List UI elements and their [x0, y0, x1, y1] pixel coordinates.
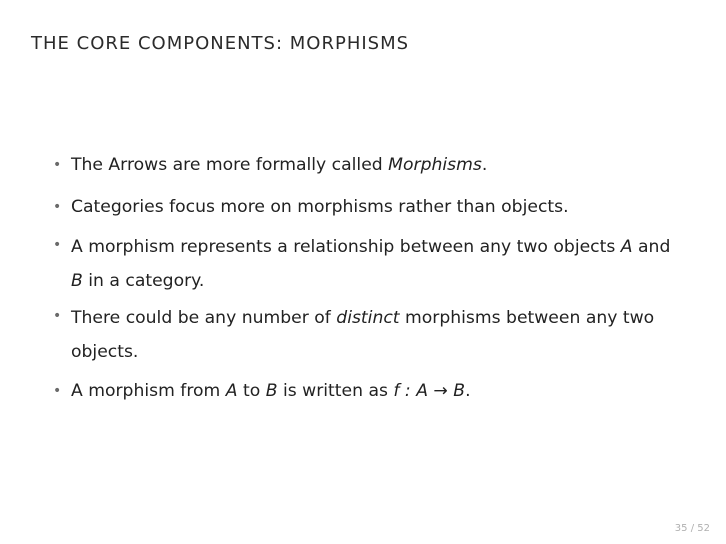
bullet-item [53, 148, 713, 182]
bullet-marker: • [53, 157, 62, 173]
bullet-text: The Arrows are more formally called [71, 155, 389, 175]
bullet-text: . [465, 381, 471, 401]
bullet-text: objects. [71, 342, 139, 362]
bullet-list [53, 148, 713, 416]
bullet-text: to [237, 381, 266, 401]
math-variable: B [71, 271, 83, 291]
bullet-text: A morphism from [71, 381, 226, 401]
bullet-line [71, 305, 713, 331]
math-variable: A [225, 381, 238, 401]
bullet-line [71, 234, 713, 260]
bullet-text: . [481, 155, 488, 175]
page-current: 35 [674, 523, 688, 534]
slide-title: THE CORE COMPONENTS: MORPHISMS [31, 33, 410, 54]
page-total: 52 [697, 523, 710, 534]
bullet-line [71, 339, 713, 365]
bullet-marker: • [53, 237, 62, 253]
bullet-marker: • [53, 199, 62, 215]
bullet-text: is written as [277, 381, 394, 401]
bullet-item [53, 303, 713, 366]
math-variable: B [265, 381, 278, 401]
bullet-text: and [632, 237, 671, 257]
bullet-line [71, 268, 713, 294]
morphism-notation: f : A → B [393, 381, 466, 401]
bullet-line [71, 190, 713, 224]
bullet-item [53, 190, 713, 224]
page-separator: / [690, 523, 695, 534]
emphasized-term: Morphisms [388, 155, 482, 175]
bullet-line [71, 148, 713, 182]
bullet-text: morphisms between any two [399, 308, 655, 328]
page-number [675, 523, 710, 534]
bullet-line [71, 374, 713, 408]
bullet-text: A morphism represents a relationship between any two objects [71, 237, 621, 257]
bullet-text: There could be any number of [71, 308, 337, 328]
emphasized-term: distinct [336, 308, 400, 328]
bullet-item [53, 232, 713, 295]
bullet-text: in a category. [82, 271, 205, 291]
bullet-item [53, 374, 713, 408]
math-variable: A [620, 237, 633, 257]
bullet-text: Categories focus more on morphisms rather than objects. [71, 197, 569, 217]
bullet-marker: • [53, 383, 62, 399]
bullet-marker: • [53, 308, 62, 324]
